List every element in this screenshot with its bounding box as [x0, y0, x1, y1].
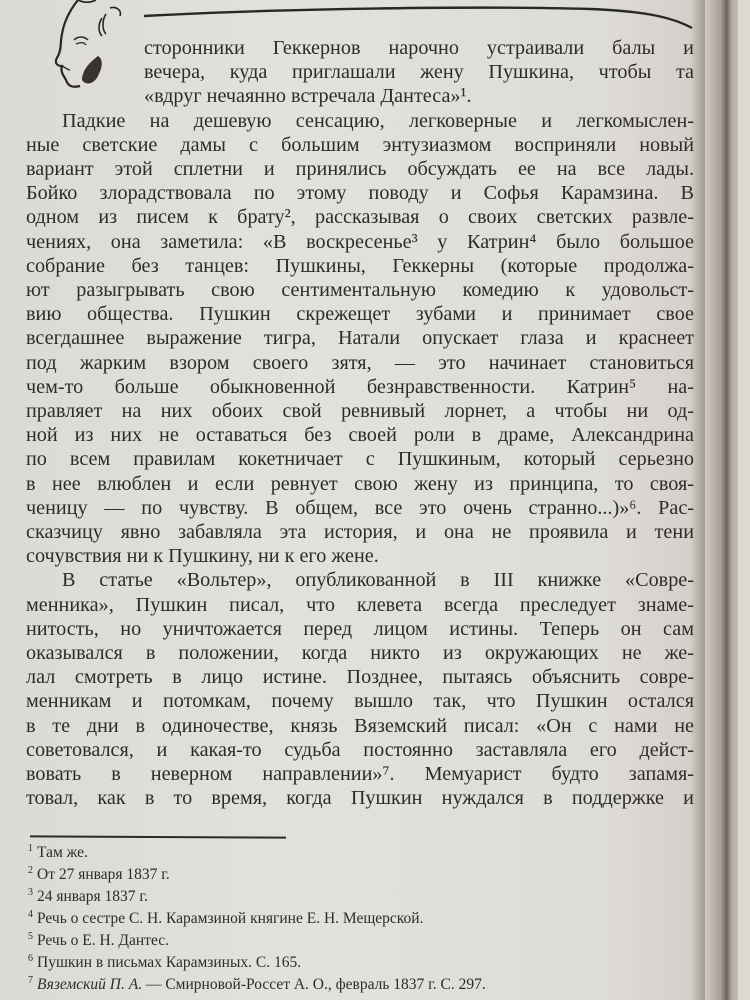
footnote-number: 2 [28, 864, 33, 876]
body-text [26, 36, 694, 811]
text-line: чениях, она заметила: «В воскресенье³ у Катрин⁴ было большое [26, 230, 694, 253]
footnote-text: Там же. [37, 844, 88, 861]
text-line: менникам и потомкам, почему вышло так, что Пушкин остался [26, 690, 694, 713]
footnote-6 [28, 952, 628, 974]
text-line: нитость, но уничтожается перед лицом истины. Теперь он сам [26, 617, 694, 640]
footnote-text: 24 января 1837 г. [37, 888, 148, 905]
text-line: товал, как в то время, когда Пушкин нуждался в поддержке и [26, 787, 694, 810]
header-decorative-rule [140, 0, 700, 40]
text-line: вовать в неверном направлении»⁷. Мемуарист будто запамя- [26, 763, 694, 786]
text-line: сказчицу явно забавляла эта история, и она не проявила и тени [26, 521, 694, 544]
text-line: в нее влюблен и если ревнует свою жену из принципа, то своя- [26, 472, 694, 495]
footnote-number: 3 [28, 886, 33, 898]
footnote-number: 6 [28, 952, 33, 964]
text-line: правляет на них обоих свой ревнивый лорнет, а чтобы ни од- [26, 400, 694, 423]
footnote-3 [28, 886, 628, 908]
paragraph-continued [26, 36, 694, 109]
text-line: Падкие на дешевую сенсацию, легковерные и легкомыслен- [62, 109, 694, 132]
text-line: Бойко злорадствовала по этому поводу и Софья Карамзина. В [26, 182, 694, 205]
text-line: по всем правилам кокетничает с Пушкиным, который серьезно [26, 448, 694, 471]
text-line: собрание без танцев: Пушкины, Геккерны (которые продолжа- [26, 254, 694, 277]
text-line: ной из них не оставаться без своей роли в драме, Александрина [26, 424, 694, 447]
text-line: В статье «Вольтер», опубликованной в III книжке «Совре- [62, 569, 694, 592]
text-line: чем-то больше обыкновенной безнравственности. Катрин⁵ на- [26, 375, 694, 398]
footnote-divider [30, 835, 286, 838]
footnote-number: 5 [28, 930, 33, 942]
text-line: оказывался в положении, когда никто из окружающих не же- [26, 642, 694, 665]
facing-page-edge [738, 0, 750, 1000]
paragraph-voltaire [26, 568, 694, 810]
paragraph-gossip [26, 109, 694, 569]
text-line: всегдашнее выражение тигра, Натали опускает глаза и краснеет [26, 327, 694, 350]
text-line: ют разыгрывать свою сентиментальную комедию к удовольст- [26, 279, 694, 302]
text-line: «вдруг нечаянно встречала Дантеса»¹. [144, 85, 472, 108]
text-line: ные светские дамы с большим энтузиазмом восприняли новый [26, 133, 694, 156]
text-line: сторонники Геккернов нарочно устраивали балы и [144, 37, 694, 59]
footnote-text: Пушкин в письмах Карамзиных. С. 165. [37, 954, 302, 971]
text-line: менника», Пушкин писал, что клевета всегда преследует знаме- [26, 593, 694, 616]
text-line: вариант этой сплетни и принялись обсуждать ее на все лады. [26, 158, 694, 181]
text-line: лал смотреть в лицо истине. Позднее, пытаясь объяснить совре- [26, 666, 694, 689]
footnote-text: От 27 января 1837 г. [37, 866, 170, 883]
footnote-text: Речь о Е. Н. Дантес. [37, 932, 169, 949]
footnote-number: 1 [28, 842, 33, 854]
footnote-number: 7 [28, 974, 33, 986]
text-line: ченицу — по чувству. В общем, все это очень странно...)»⁶. Рас- [26, 496, 694, 519]
footnote-author: Вяземский П. А. [37, 976, 143, 993]
text-line: под жарким взором своего зятя, — это начинает становиться [26, 351, 694, 374]
footnote-text: Речь о сестре С. Н. Карамзиной княгине Е. Н. Мещерской. [37, 910, 424, 927]
footnote-5 [28, 930, 628, 952]
footnote-2 [28, 864, 628, 886]
text-line: сочувствия ни к Пушкину, ни к его жене. [26, 545, 379, 568]
footnote-1 [28, 842, 628, 864]
footnote-number: 4 [28, 908, 33, 920]
footnote-4 [28, 908, 628, 930]
text-line: советовался, и какая-то судьба постоянно заставляла его дейст- [26, 738, 694, 761]
footnote-7 [28, 974, 628, 996]
footnote-text: — Смирновой-Россет А. О., февраль 1837 г. С. 297. [142, 976, 486, 993]
text-line: вечера, куда приглашали жену Пушкина, чтобы та [144, 61, 694, 84]
text-line: одном из писем к брату², рассказывая о своих светских развле- [26, 206, 694, 229]
text-line: в те дни в одиночестве, князь Вяземский писал: «Он с нами не [26, 714, 694, 737]
footnotes [28, 842, 628, 996]
text-line: вию общества. Пушкин скрежещет зубами и принимает свое [26, 303, 694, 326]
